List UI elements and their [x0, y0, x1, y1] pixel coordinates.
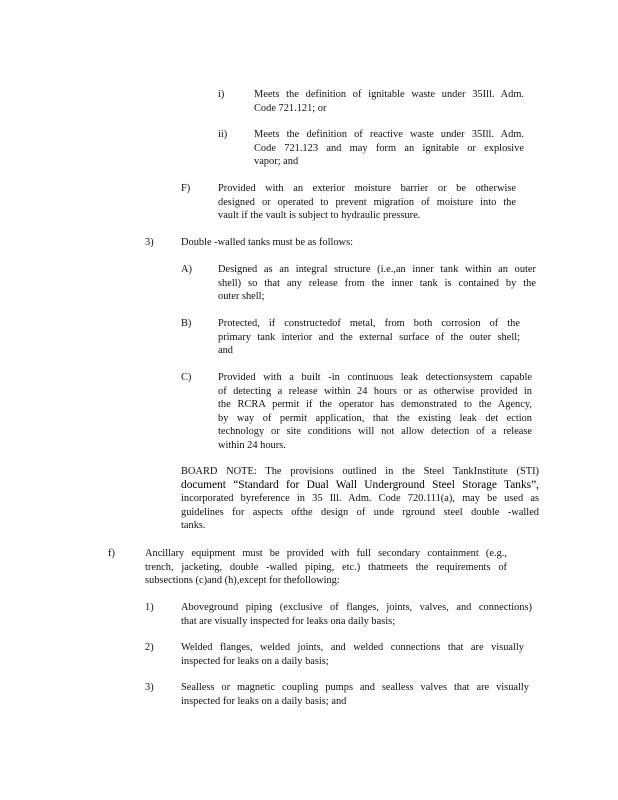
item-label: C): [181, 372, 192, 383]
text-line: within 24 hours.: [218, 439, 286, 451]
text-line: by way of permit application, that the existing leak det ection: [218, 412, 532, 424]
text-line: the RCRA permit if the operator has demonstrated to the Agency,: [218, 399, 532, 411]
item-text: [181, 601, 532, 628]
item-label: A): [181, 264, 192, 275]
text-line: subsections (c)and (h),except for thefollowing:: [145, 575, 340, 587]
text-line: Provided with an exterior moisture barrier or be otherwise: [218, 183, 516, 194]
text-line: Code 721.121; or: [254, 102, 327, 114]
item-text: [218, 317, 520, 358]
item-text: [218, 182, 516, 223]
item-text: [181, 681, 529, 708]
item-label: F): [181, 183, 191, 194]
text-line: Ancillary equipment must be provided with full secondary containment (e.g.,: [145, 548, 507, 559]
text-line: BOARD NOTE: The provisions outlined in the Steel TankInstitute (STI): [181, 466, 539, 477]
board-note-text: [181, 465, 539, 533]
text-line: Code 721.123 and may form an ignitable or explosive: [254, 142, 524, 154]
item-text: [254, 128, 524, 169]
item-label: 3): [145, 237, 154, 248]
text-line: Welded flanges, welded joints, and welded connections that are visually: [181, 642, 524, 653]
text-line: outer shell;: [218, 291, 265, 303]
item-label: 2): [145, 642, 154, 653]
item-label: 1): [145, 602, 154, 613]
text-line: Meets the definition of reactive waste under 35Ill. Adm.: [254, 129, 524, 140]
item-text: [145, 547, 507, 588]
text-line: designed or operated to prevent migration of moisture into the: [218, 196, 516, 208]
text-line: shell) so that any release from the inner tank is contained by the: [218, 277, 536, 289]
text-line: trench, jacketing, double -walled piping, etc.) thatmeets the requirements of: [145, 561, 507, 573]
text-line: Double -walled tanks must be as follows:: [181, 237, 353, 248]
text-line: of detecting a release within 24 hours or as otherwise provided in: [218, 385, 532, 397]
item-text: [181, 641, 524, 668]
text-line: Meets the definition of ignitable waste under 35Ill. Adm.: [254, 89, 524, 100]
item-text: [218, 263, 536, 304]
text-line: inspected for leaks on a daily basis; and: [181, 695, 347, 707]
text-line: Protected, if constructedof metal, from both corrosion of the: [218, 318, 520, 329]
text-line: primary tank interior and the external surface of the outer shell;: [218, 331, 520, 343]
item-label: ii): [218, 129, 228, 140]
text-line: and: [218, 345, 234, 357]
text-line: inspected for leaks on a daily basis;: [181, 655, 329, 667]
text-line: Provided with a built -in continuous leak detectionsystem capable: [218, 372, 532, 383]
item-text: [218, 371, 532, 453]
text-line: Designed as an integral structure (i.e.,an inner tank within an outer: [218, 264, 536, 275]
text-line: vault if the vault is subject to hydraulic pressure.: [218, 210, 421, 222]
item-label: i): [218, 89, 225, 100]
item-label: f): [108, 548, 115, 559]
text-line-bold: document “Standard for Dual Wall Underground Steel Storage Tanks”,: [181, 478, 539, 491]
text-line: Aboveground piping (exclusive of flanges, joints, valves, and connections): [181, 602, 532, 613]
text-line: incorporated byreference in 35 Ill. Adm. Code 720.111(a), may be used as: [181, 493, 539, 505]
item-text: [181, 236, 381, 250]
text-line: that are visually inspected for leaks ona daily basis;: [181, 615, 396, 627]
item-label: B): [181, 318, 192, 329]
text-line: guidelines for aspects ofthe design of unde rground steel double -walled: [181, 506, 539, 518]
text-line: vapor; and: [254, 156, 299, 168]
item-label: 3): [145, 682, 154, 693]
text-line: technology or site conditions will not allow detection of a release: [218, 426, 532, 438]
text-line: tanks.: [181, 520, 206, 532]
text-line: Sealless or magnetic coupling pumps and sealless valves that are visually: [181, 682, 529, 693]
item-text: [254, 88, 524, 115]
